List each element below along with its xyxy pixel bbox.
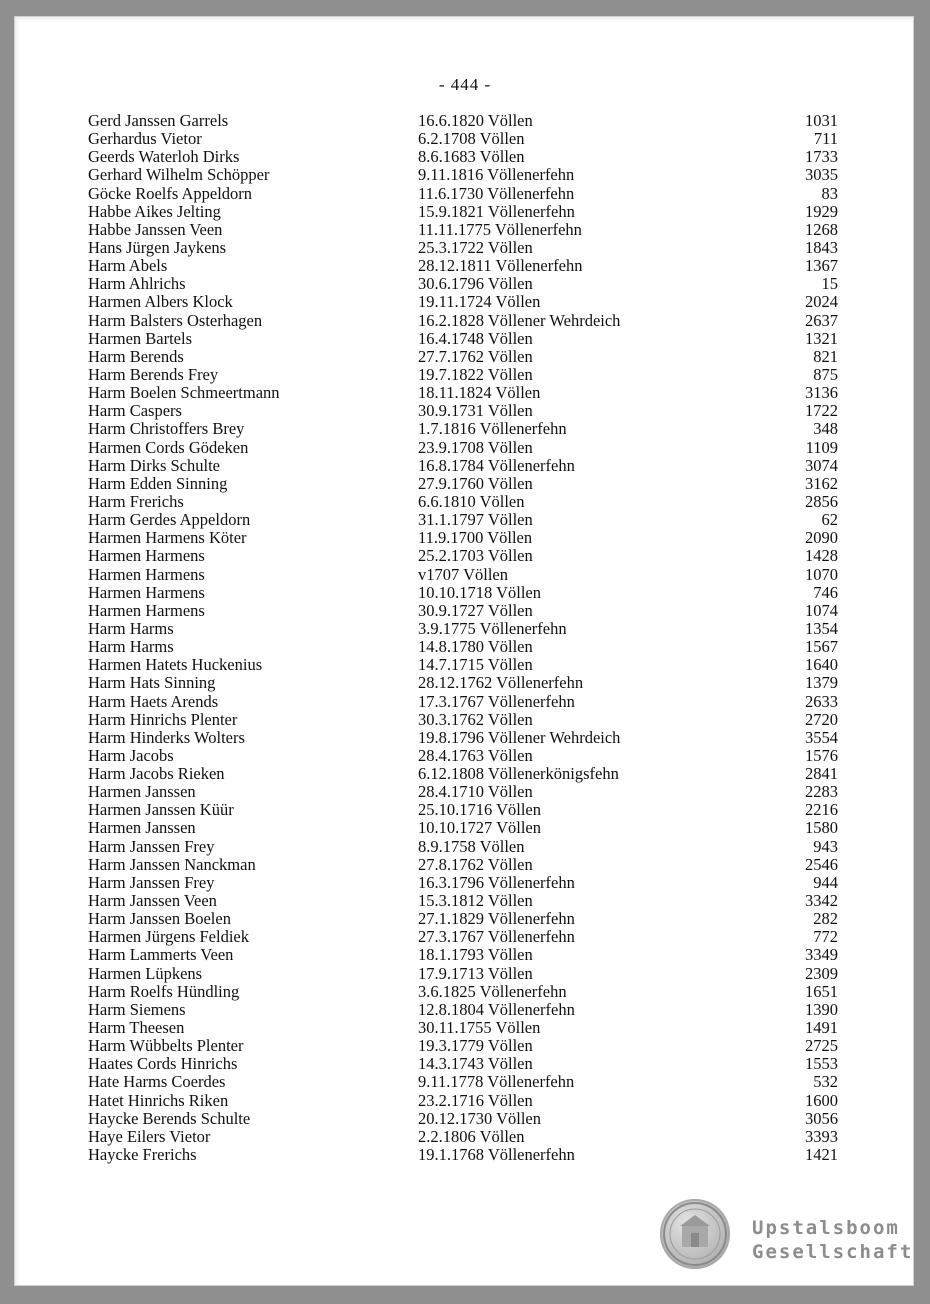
entry-row	[88, 566, 838, 584]
entry-name: Haycke Berends Schulte	[88, 1108, 251, 1128]
entry-row	[88, 348, 838, 366]
entry-row	[88, 602, 838, 620]
entry-date-place: 1.7.1816 Völlenerfehn	[418, 419, 567, 439]
entry-date-place: 25.10.1716 Völlen	[418, 800, 541, 820]
entry-date-place: 27.1.1829 Völlenerfehn	[418, 909, 575, 929]
entry-number: 3393	[805, 1126, 838, 1146]
entry-row	[88, 801, 838, 819]
entry-name: Gerd Janssen Garrels	[88, 111, 229, 130]
entry-name: Harm Balsters Osterhagen	[88, 310, 263, 330]
entry-name: Haye Eilers Vietor	[88, 1126, 211, 1146]
entry-name: Harm Roelfs Hündling	[88, 981, 240, 1001]
entry-number: 1074	[805, 600, 838, 620]
entry-date-place: 12.8.1804 Völlenerfehn	[418, 999, 575, 1019]
entry-row	[88, 656, 838, 674]
entry-name: Harm Lammerts Veen	[88, 945, 234, 965]
entry-number: 821	[813, 346, 838, 366]
entry-date-place: 23.2.1716 Völlen	[418, 1090, 533, 1110]
entry-name: Harm Gerdes Appeldorn	[88, 510, 251, 530]
entry-number: 3554	[805, 727, 838, 747]
entry-name: Harm Berends Frey	[88, 364, 219, 384]
entry-date-place: 10.10.1727 Völlen	[418, 818, 541, 838]
entry-number: 3342	[805, 891, 838, 911]
entry-number: 3035	[805, 165, 838, 185]
entry-number: 1733	[805, 147, 838, 167]
entry-name: Hatet Hinrichs Riken	[88, 1090, 229, 1110]
entry-row	[88, 747, 838, 765]
entry-number: 1600	[805, 1090, 838, 1110]
entry-number: 2309	[805, 963, 838, 983]
entry-date-place: 15.9.1821 Völlenerfehn	[418, 201, 575, 221]
entry-row	[88, 330, 838, 348]
entry-number: 3162	[805, 473, 838, 493]
entry-name: Harm Wübbelts Plenter	[88, 1036, 244, 1056]
entry-name: Harm Berends	[88, 346, 184, 366]
entry-row	[88, 620, 838, 638]
entry-number: 2637	[805, 310, 838, 330]
entry-date-place: 16.6.1820 Völlen	[418, 111, 533, 130]
entry-name: Harmen Harmens	[88, 546, 205, 566]
logo-line-2: Gesellschaft	[752, 1241, 914, 1263]
entry-name: Harm Frerichs	[88, 491, 184, 511]
entry-row	[88, 203, 838, 221]
entry-date-place: 30.3.1762 Völlen	[418, 709, 533, 729]
entry-number: 1421	[805, 1145, 838, 1165]
entry-date-place: 17.3.1767 Völlenerfehn	[418, 691, 575, 711]
entry-name: Harmen Janssen	[88, 782, 196, 802]
entry-name: Haates Cords Hinrichs	[88, 1054, 238, 1074]
entry-date-place: 3.6.1825 Völlenerfehn	[418, 981, 567, 1001]
entry-date-place: 16.4.1748 Völlen	[418, 328, 533, 348]
entry-row	[88, 674, 838, 692]
entry-date-place: 28.4.1710 Völlen	[418, 782, 533, 802]
entry-date-place: 14.7.1715 Völlen	[418, 655, 533, 675]
entry-row	[88, 366, 838, 384]
entry-row	[88, 1001, 838, 1019]
entry-name: Gerhardus Vietor	[88, 129, 202, 149]
entry-date-place: 6.6.1810 Völlen	[418, 491, 525, 511]
entry-number: 348	[813, 419, 838, 439]
entry-row	[88, 257, 838, 275]
entry-number: 2283	[805, 782, 838, 802]
entry-date-place: 16.2.1828 Völlener Wehrdeich	[418, 310, 621, 330]
entry-row	[88, 384, 838, 402]
entry-number: 746	[813, 582, 838, 602]
entry-name: Harm Hats Sinning	[88, 673, 216, 693]
entry-date-place: 30.11.1755 Völlen	[418, 1018, 541, 1038]
entry-number: 1379	[805, 673, 838, 693]
entry-name: Harm Dirks Schulte	[88, 455, 220, 475]
entry-date-place: 15.3.1812 Völlen	[418, 891, 533, 911]
entry-number: 3349	[805, 945, 838, 965]
entry-row	[88, 783, 838, 801]
entry-row	[88, 493, 838, 511]
entry-name: Harm Boelen Schmeertmann	[88, 383, 280, 403]
entry-name: Harmen Jürgens Feldiek	[88, 927, 249, 947]
entry-row	[88, 711, 838, 729]
entry-date-place: 9.11.1816 Völlenerfehn	[418, 165, 575, 185]
entry-number: 1553	[805, 1054, 838, 1074]
entry-row	[88, 1055, 838, 1073]
entry-row	[88, 729, 838, 747]
entry-date-place: 6.12.1808 Völlenerkönigsfehn	[418, 764, 619, 784]
entry-name: Harmen Janssen	[88, 818, 196, 838]
entry-date-place: 31.1.1797 Völlen	[418, 510, 533, 530]
entry-date-place: 9.11.1778 Völlenerfehn	[418, 1072, 575, 1092]
entry-row	[88, 819, 838, 837]
entry-name: Harmen Bartels	[88, 328, 193, 348]
entry-name: Habbe Aikes Jelting	[88, 201, 221, 221]
entry-number: 1651	[805, 981, 838, 1001]
entry-row	[88, 928, 838, 946]
entry-number: 2090	[805, 528, 838, 548]
entry-row	[88, 892, 838, 910]
entry-name: Harmen Janssen Küür	[88, 800, 234, 820]
entry-date-place: 25.2.1703 Völlen	[418, 546, 533, 566]
entry-name: Harm Janssen Frey	[88, 836, 215, 856]
entry-number: 1109	[805, 437, 838, 457]
entry-number: 1070	[805, 564, 838, 584]
entry-name: Harm Harms	[88, 618, 174, 638]
entry-number: 3136	[805, 383, 838, 403]
entry-date-place: 28.12.1811 Völlenerfehn	[418, 256, 583, 276]
entry-number: 83	[821, 183, 838, 203]
entry-date-place: 27.9.1760 Völlen	[418, 473, 533, 493]
entry-date-place: 19.1.1768 Völlenerfehn	[418, 1145, 575, 1165]
entry-number: 1576	[805, 745, 838, 765]
entry-name: Harmen Harmens	[88, 600, 205, 620]
entry-date-place: 30.6.1796 Völlen	[418, 274, 533, 294]
entry-number: 2546	[805, 854, 838, 874]
entry-number: 532	[813, 1072, 838, 1092]
seal-icon	[660, 1199, 730, 1269]
entry-number: 62	[821, 510, 838, 530]
entry-name: Harm Janssen Veen	[88, 891, 217, 911]
entry-name: Harm Edden Sinning	[88, 473, 228, 493]
entry-date-place: 28.4.1763 Völlen	[418, 745, 533, 765]
entry-number: 1390	[805, 999, 838, 1019]
entry-date-place: 3.9.1775 Völlenerfehn	[418, 618, 567, 638]
entry-row	[88, 838, 838, 856]
entry-row	[88, 856, 838, 874]
entry-name: Harm Theesen	[88, 1018, 185, 1038]
entry-name: Hate Harms Coerdes	[88, 1072, 226, 1092]
entry-row	[88, 420, 838, 438]
entry-number: 2024	[805, 292, 838, 312]
entry-row	[88, 1146, 838, 1164]
entry-row	[88, 965, 838, 983]
entry-row	[88, 475, 838, 493]
entry-number: 15	[821, 274, 838, 294]
entry-number: 875	[813, 364, 838, 384]
entry-date-place: 27.7.1762 Völlen	[418, 346, 533, 366]
entry-number: 1567	[805, 637, 838, 657]
entry-name: Harm Haets Arends	[88, 691, 219, 711]
entry-date-place: v1707 Völlen	[418, 564, 508, 584]
entry-date-place: 19.7.1822 Völlen	[418, 364, 533, 384]
entry-name: Haycke Frerichs	[88, 1145, 197, 1165]
entry-row	[88, 946, 838, 964]
entry-name: Harm Harms	[88, 637, 174, 657]
entry-name: Göcke Roelfs Appeldorn	[88, 183, 253, 203]
entry-date-place: 19.11.1724 Völlen	[418, 292, 541, 312]
entry-number: 2841	[805, 764, 838, 784]
entry-number: 711	[813, 129, 838, 149]
entry-date-place: 11.9.1700 Völlen	[418, 528, 533, 548]
entry-list	[88, 112, 838, 1164]
entry-number: 2720	[805, 709, 838, 729]
entry-row	[88, 1092, 838, 1110]
entry-number: 282	[813, 909, 838, 929]
entry-name: Harmen Albers Klock	[88, 292, 233, 312]
entry-name: Hans Jürgen Jaykens	[88, 237, 227, 257]
entry-date-place: 19.8.1796 Völlener Wehrdeich	[418, 727, 621, 747]
entry-name: Harmen Lüpkens	[88, 963, 203, 983]
entry-name: Harm Janssen Frey	[88, 872, 215, 892]
entry-name: Harm Christoffers Brey	[88, 419, 245, 439]
entry-row	[88, 765, 838, 783]
entry-date-place: 6.2.1708 Völlen	[418, 129, 525, 149]
entry-row	[88, 1037, 838, 1055]
entry-date-place: 27.3.1767 Völlenerfehn	[418, 927, 575, 947]
entry-name: Harm Abels	[88, 256, 168, 276]
entry-number: 2725	[805, 1036, 838, 1056]
entry-row	[88, 130, 838, 148]
entry-date-place: 14.3.1743 Völlen	[418, 1054, 533, 1074]
entry-number: 1640	[805, 655, 838, 675]
entry-name: Harm Ahlrichs	[88, 274, 186, 294]
entry-row	[88, 1110, 838, 1128]
entry-row	[88, 293, 838, 311]
entry-row	[88, 1073, 838, 1091]
entry-name: Harm Caspers	[88, 401, 182, 421]
entry-row	[88, 439, 838, 457]
entry-number: 2633	[805, 691, 838, 711]
entry-number: 944	[813, 872, 838, 892]
page-number: - 444 -	[438, 75, 492, 94]
entry-row	[88, 112, 838, 130]
entry-date-place: 23.9.1708 Völlen	[418, 437, 533, 457]
entry-name: Harm Siemens	[88, 999, 186, 1019]
entry-row	[88, 1128, 838, 1146]
publisher-logo	[660, 1198, 914, 1272]
entry-name: Harm Janssen Nanckman	[88, 854, 256, 874]
entry-row	[88, 185, 838, 203]
entry-name: Harm Jacobs Rieken	[88, 764, 225, 784]
entry-name: Harmen Hatets Huckenius	[88, 655, 263, 675]
entry-row	[88, 275, 838, 293]
entry-row	[88, 693, 838, 711]
entry-date-place: 25.3.1722 Völlen	[418, 237, 533, 257]
entry-date-place: 18.11.1824 Völlen	[418, 383, 541, 403]
entry-name: Harmen Cords Gödeken	[88, 437, 249, 457]
entry-row	[88, 239, 838, 257]
entry-date-place: 11.6.1730 Völlenerfehn	[418, 183, 575, 203]
entry-number: 1268	[805, 219, 838, 239]
entry-number: 2856	[805, 491, 838, 511]
entry-row	[88, 402, 838, 420]
entry-number: 1491	[805, 1018, 838, 1038]
logo-text	[752, 1216, 913, 1264]
entry-date-place: 30.9.1727 Völlen	[418, 600, 533, 620]
entry-name: Harm Janssen Boelen	[88, 909, 231, 929]
entry-row	[88, 457, 838, 475]
entry-name: Geerds Waterloh Dirks	[88, 147, 240, 167]
entry-date-place: 27.8.1762 Völlen	[418, 854, 533, 874]
entry-name: Habbe Janssen Veen	[88, 219, 223, 239]
entry-number: 1843	[805, 237, 838, 257]
entry-date-place: 17.9.1713 Völlen	[418, 963, 533, 983]
entry-number: 1929	[805, 201, 838, 221]
entry-number: 1580	[805, 818, 838, 838]
entry-date-place: 20.12.1730 Völlen	[418, 1108, 541, 1128]
entry-name: Harm Hinrichs Plenter	[88, 709, 238, 729]
entry-row	[88, 910, 838, 928]
entry-number: 1354	[805, 618, 838, 638]
entry-row	[88, 312, 838, 330]
entry-number: 3074	[805, 455, 838, 475]
entry-row	[88, 1019, 838, 1037]
entry-row	[88, 983, 838, 1001]
entry-number: 772	[813, 927, 838, 947]
entry-date-place: 8.9.1758 Völlen	[418, 836, 525, 856]
entry-number: 1722	[805, 401, 838, 421]
entry-date-place: 11.11.1775 Völlenerfehn	[418, 219, 582, 239]
entry-number: 3056	[805, 1108, 838, 1128]
entry-row	[88, 166, 838, 184]
entry-name: Harmen Harmens Köter	[88, 528, 247, 548]
entry-number: 1367	[805, 256, 838, 276]
entry-date-place: 19.3.1779 Völlen	[418, 1036, 533, 1056]
entry-date-place: 30.9.1731 Völlen	[418, 401, 533, 421]
entry-number: 1031	[805, 111, 838, 130]
entry-row	[88, 584, 838, 602]
entry-row	[88, 529, 838, 547]
entry-row	[88, 638, 838, 656]
entry-date-place: 2.2.1806 Völlen	[418, 1126, 525, 1146]
entry-number: 2216	[805, 800, 838, 820]
entry-row	[88, 874, 838, 892]
entry-number: 1428	[805, 546, 838, 566]
entry-name: Harmen Harmens	[88, 564, 205, 584]
entry-row	[88, 221, 838, 239]
entry-date-place: 28.12.1762 Völlenerfehn	[418, 673, 584, 693]
entry-date-place: 10.10.1718 Völlen	[418, 582, 541, 602]
entry-date-place: 8.6.1683 Völlen	[418, 147, 525, 167]
entry-number: 1321	[805, 328, 838, 348]
entry-name: Harm Hinderks Wolters	[88, 727, 245, 747]
entry-date-place: 16.8.1784 Völlenerfehn	[418, 455, 575, 475]
entry-row	[88, 511, 838, 529]
entry-date-place: 16.3.1796 Völlenerfehn	[418, 872, 575, 892]
entry-number: 943	[813, 836, 838, 856]
entry-name: Harm Jacobs	[88, 745, 174, 765]
entry-row	[88, 148, 838, 166]
entry-date-place: 14.8.1780 Völlen	[418, 637, 533, 657]
entry-name: Gerhard Wilhelm Schöpper	[88, 165, 270, 185]
logo-line-1: Upstalsboom	[752, 1217, 900, 1239]
entry-name: Harmen Harmens	[88, 582, 205, 602]
entry-row	[88, 547, 838, 565]
entry-date-place: 18.1.1793 Völlen	[418, 945, 533, 965]
